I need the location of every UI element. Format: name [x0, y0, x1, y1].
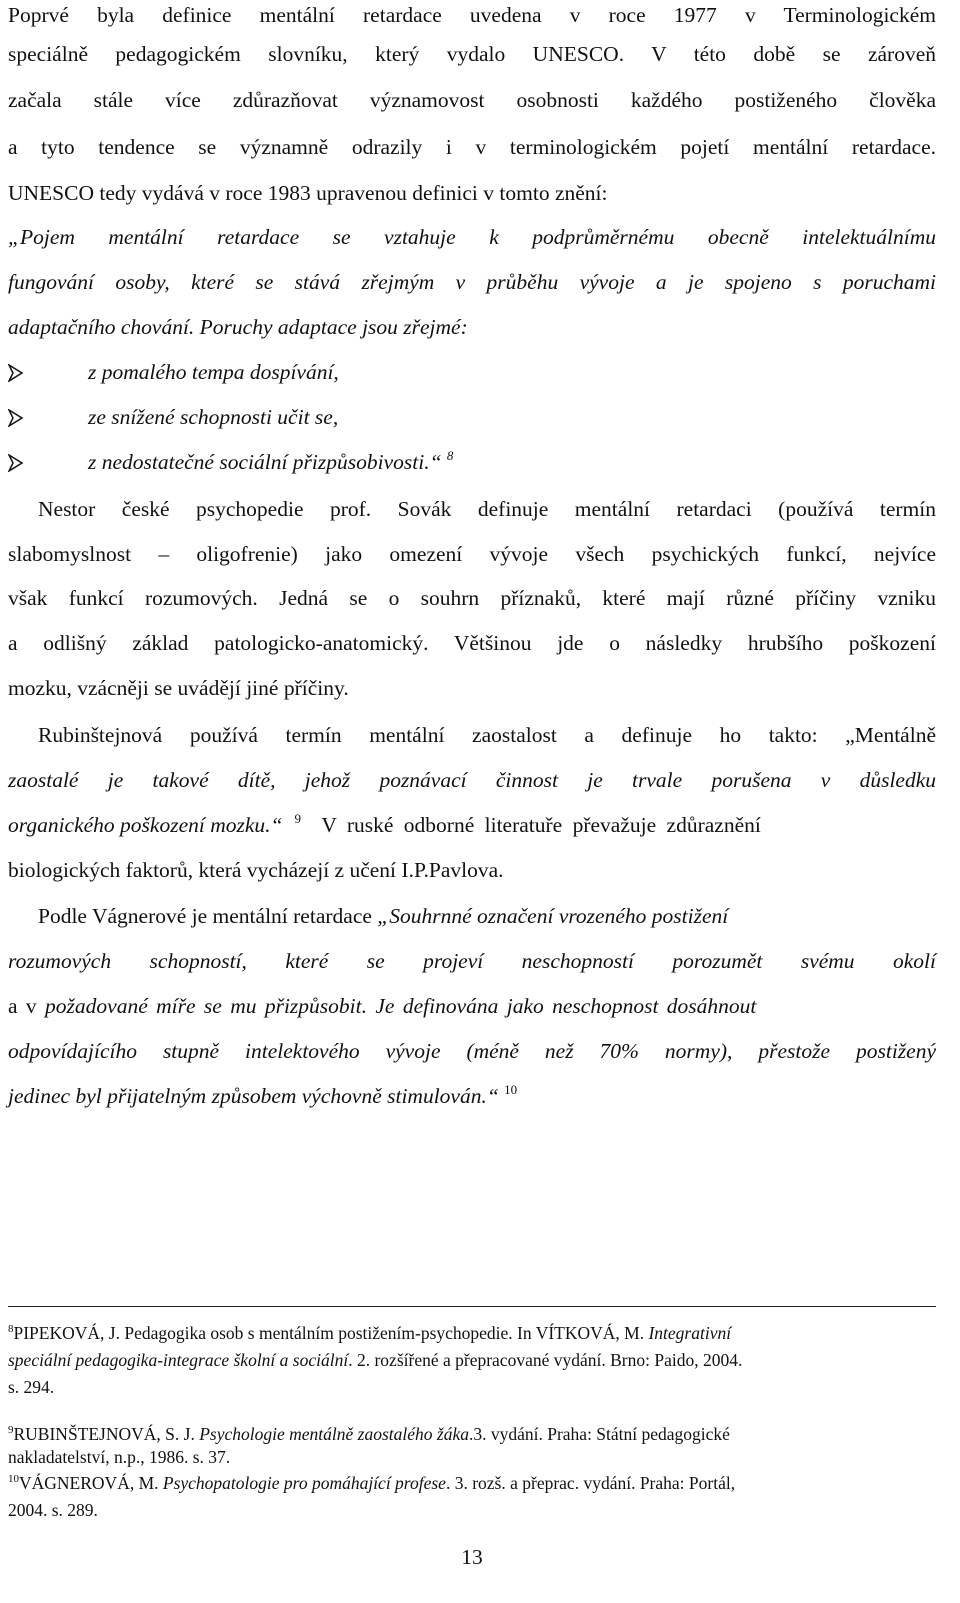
footnote-ref: 10 [504, 1082, 518, 1097]
paragraph-text: Podle Vágnerové je mentální retardace [38, 904, 378, 928]
paragraph-line: Rubinštejnová používá termín mentální zaostalost a definuje ho takto: „Mentálně [38, 723, 936, 747]
quote-line: fungování osoby, které se stává zřejmým v průběhu vývoje a je spojeno s poruchami [8, 270, 936, 294]
quote-line: odpovídajícího stupně intelektového vývoje (méně než 70% normy), přestože postižený [8, 1039, 936, 1063]
quote-line: zaostalé je takové dítě, jehož poznávací činnost je trvale porušena v důsledku [8, 768, 936, 792]
footnote-text: VÁGNEROVÁ, M. [19, 1473, 163, 1493]
paragraph-line: UNESCO tedy vydává v roce 1983 upravenou definici v tomto znění: [8, 181, 608, 205]
footnote-10 [8, 1470, 936, 1524]
paragraph-line: speciálně pedagogickém slovníku, který vydalo UNESCO. V této době se zároveň [8, 42, 936, 66]
footnote-separator [8, 1306, 936, 1307]
bullet-item [8, 357, 339, 387]
quote-text: jedinec byl přijatelným způsobem výchovně stimulován.“ [8, 1084, 499, 1108]
bullet-item [8, 402, 339, 432]
footnote-number: 9 [8, 1424, 14, 1436]
paragraph-text: V ruské odborné literatuře převažuje zdůraznění [300, 813, 761, 837]
quote-text: „Souhrnné označení vrozeného postižení [377, 904, 729, 928]
footnote-9 [8, 1421, 936, 1471]
footnote-italic: Psychologie mentálně zaostalého žáka [199, 1424, 469, 1444]
paragraph-line: biologických faktorů, která vycházejí z učení I.P.Pavlova. [8, 858, 504, 882]
paragraph-line: slabomyslnost – oligofrenie) jako omezení vývoje všech psychických funkcí, nejvíce [8, 542, 936, 566]
bullet-text: ze snížené schopnosti učit se, [88, 405, 339, 429]
bullet-text [88, 447, 453, 477]
bullet-text: z pomalého tempa dospívání, [88, 360, 339, 384]
quote-line [8, 1081, 936, 1111]
arrow-bullet-icon [8, 402, 44, 432]
footnote-text: .3. vydání. Praha: Státní pedagogické [468, 1424, 730, 1444]
footnote-text: RUBINŠTEJNOVÁ, S. J. [13, 1424, 200, 1444]
paragraph-line [38, 901, 936, 931]
quote-text: požadované míře se mu přizpůsobit. Je definována jako neschopnost dosáhnout [45, 994, 757, 1018]
page-number: 13 [461, 1545, 483, 1569]
footnote-text: . 2. rozšířené a přepracované vydání. Brno: Paido, 2004. [348, 1350, 743, 1370]
quote-line: „Pojem mentální retardace se vztahuje k podprůměrnému obecně intelektuálnímu [8, 225, 936, 249]
footnote-italic: speciální pedagogika-integrace školní a sociální [8, 1350, 349, 1370]
footnote-ref: 9 [294, 811, 301, 826]
footnote-italic: Integrativní [648, 1323, 732, 1343]
paragraph-line: Nestor české psychopedie prof. Sovák definuje mentální retardaci (používá termín [38, 497, 936, 521]
paragraph-line [8, 810, 936, 840]
footnote-ref: 8 [446, 448, 454, 463]
paragraph-line: však funkcí rozumových. Jedná se o souhrn příznaků, které mají různé příčiny vzniku [8, 586, 936, 610]
paragraph-line: začala stále více zdůrazňovat významovost osobnosti každého postiženého člověka [8, 88, 936, 112]
paragraph-line: mozku, vzácněji se uvádějí jiné příčiny. [8, 676, 349, 700]
footnote-text: s. 294. [8, 1377, 55, 1397]
footnote-text: PIPEKOVÁ, J. Pedagogika osob s mentálním postižením-psychopedie. In VÍTKOVÁ, M. [13, 1323, 649, 1343]
footnote-number: 8 [8, 1323, 14, 1335]
quote-line: rozumových schopností, které se projeví neschopností porozumět svému okolí [8, 949, 936, 973]
bullet-text-content: z nedostatečné sociální přizpůsobivosti.“ [88, 450, 442, 474]
footnote-text: 2004. s. 289. [8, 1500, 98, 1520]
footnote-number: 10 [8, 1473, 19, 1485]
bullet-item [8, 447, 454, 477]
quote-text: organického poškození mozku.“ [8, 813, 283, 837]
footnote-italic: Psychopatologie pro pomáhající profese [162, 1473, 446, 1493]
paragraph-line: a tyto tendence se významně odrazily i v terminologickém pojetí mentální retardace. [8, 135, 936, 159]
paragraph-text: a v [8, 994, 46, 1018]
arrow-bullet-icon [8, 447, 44, 477]
quote-line: adaptačního chování. Poruchy adaptace jsou zřejmé: [8, 315, 468, 339]
footnote-text: . 3. rozš. a přeprac. vydání. Praha: Portál, [445, 1473, 736, 1493]
arrow-bullet-icon [8, 357, 44, 387]
paragraph-line: a odlišný základ patologicko-anatomický. Většinou jde o následky hrubšího poškození [8, 631, 936, 655]
footnote-8 [8, 1320, 936, 1401]
quote-line [8, 991, 936, 1021]
footnote-text: nakladatelství, n.p., 1986. s. 37. [8, 1447, 231, 1467]
paragraph-line: Poprvé byla definice mentální retardace uvedena v roce 1977 v Terminologickém [8, 3, 936, 27]
